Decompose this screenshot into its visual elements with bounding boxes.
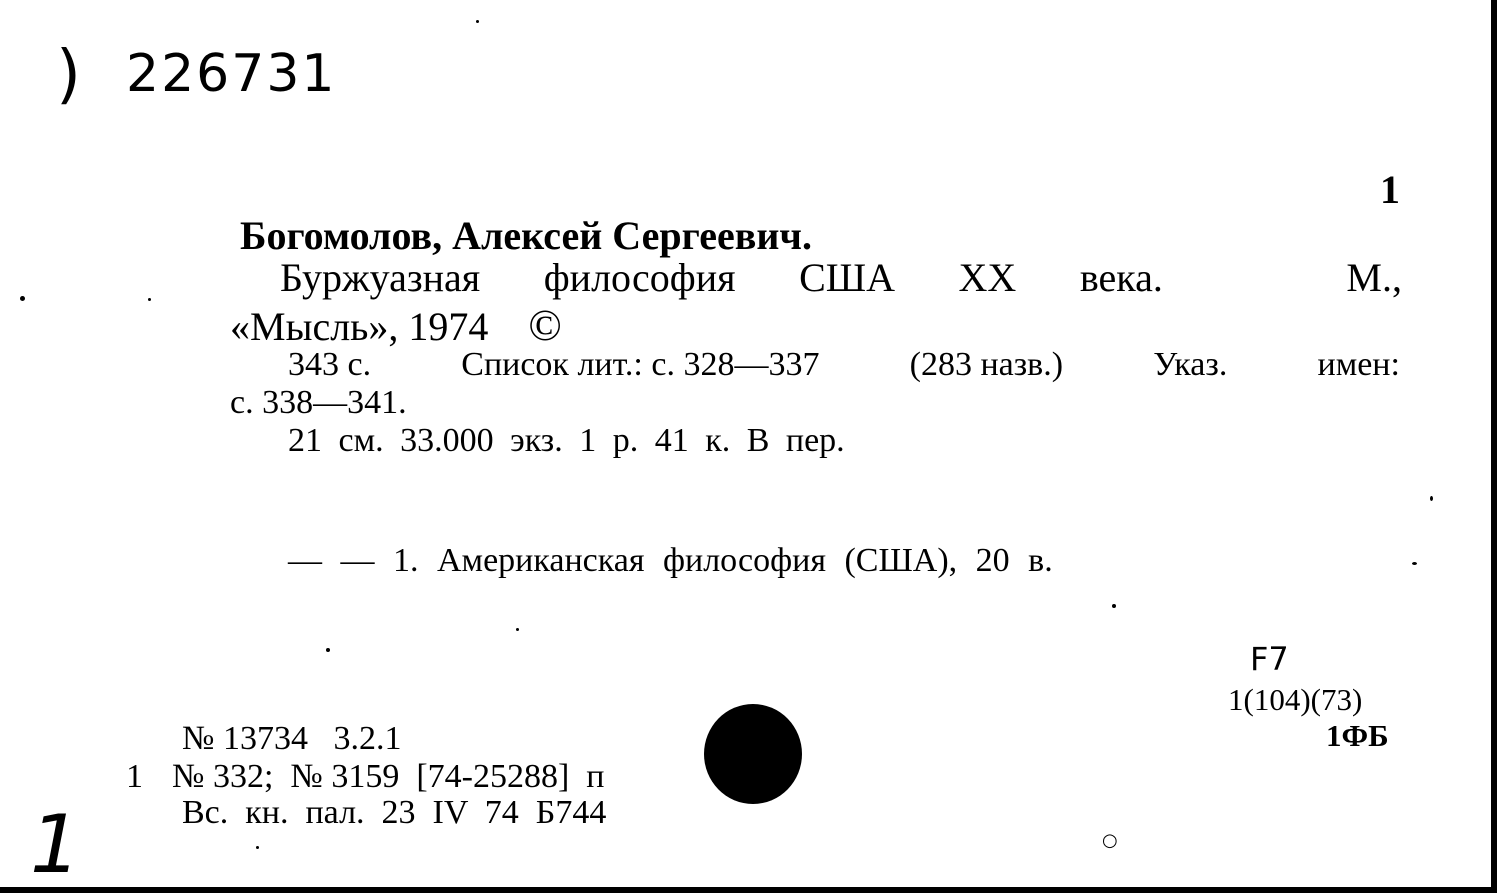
bibliography-ref: Список лит.: с. 328—337 (461, 346, 820, 383)
format-line: 21 см. 33.000 экз. 1 р. 41 к. В пер. (288, 422, 845, 459)
card-number: 1 (1380, 167, 1400, 212)
speck (256, 846, 259, 849)
title-word: Буржуазная (280, 255, 481, 300)
pages-count: 343 с. (288, 346, 372, 383)
publisher-line (230, 300, 562, 351)
handwritten-bracket-icon: ) (56, 38, 81, 112)
record-line-3: Вс. кн. пал. 23 IV 74 Б744 (182, 794, 607, 831)
publisher-text: «Мысль», 1974 (230, 304, 489, 349)
handwritten-corner: 1 (30, 798, 81, 891)
speck (1412, 562, 1417, 565)
bibliography-count: (283 назв.) (909, 346, 1064, 383)
record-line-2-num: 1 (126, 758, 143, 795)
speck (326, 648, 330, 652)
record-line-1: № 13734 3.2.1 (182, 720, 402, 757)
pages-continuation: с. 338—341. (230, 384, 407, 421)
title-word: XX (958, 255, 1017, 300)
handwritten-number: 226731 (126, 44, 337, 104)
title-word: века. (1079, 255, 1163, 300)
title-word: М., (1346, 255, 1402, 300)
speck-ring: ○ (1102, 830, 1118, 851)
speck (516, 628, 519, 631)
class-code: 1(104)(73) (1228, 682, 1363, 717)
speck (1112, 604, 1116, 608)
speck (148, 298, 151, 301)
title-word: философия (543, 255, 736, 300)
pages-line (288, 346, 1400, 384)
punch-hole (704, 704, 802, 804)
speck (1430, 496, 1433, 501)
title-line (280, 254, 1402, 301)
author-heading: Богомолов, Алексей Сергеевич. (240, 213, 812, 258)
speck (476, 20, 479, 23)
subject-line: — — 1. Американская философия (США), 20 в. (288, 542, 1053, 579)
title-word: США (799, 255, 895, 300)
index-names: имен: (1317, 346, 1400, 383)
index-label: Указ. (1153, 346, 1228, 383)
class-mark: 1ФБ (1326, 718, 1389, 753)
speck (20, 296, 25, 301)
class-fraction-top: F7 (1250, 640, 1289, 678)
record-line-2: № 332; № 3159 [74-25288] п (172, 758, 605, 795)
copyright-icon: © (528, 301, 562, 350)
